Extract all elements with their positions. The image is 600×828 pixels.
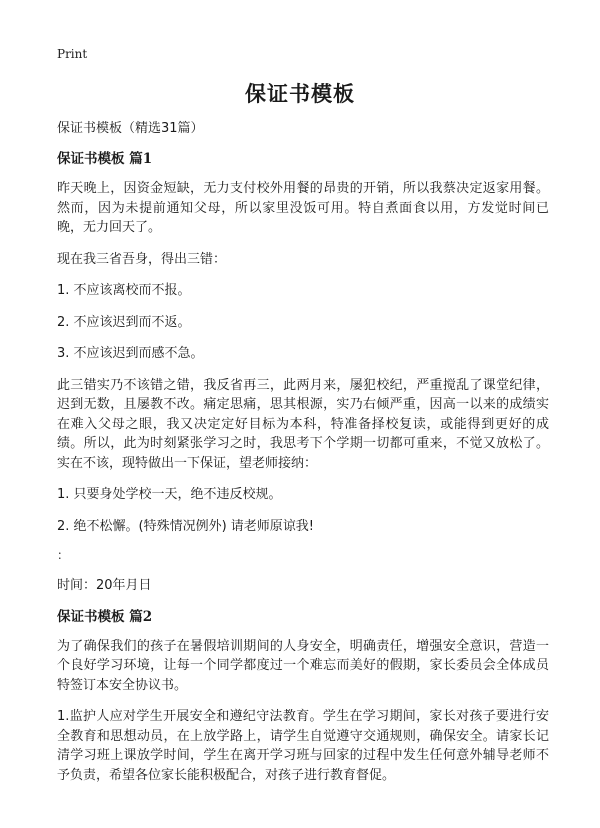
document-title: 保证书模板: [245, 82, 355, 106]
document-body: [57, 119, 549, 797]
section-heading-number: 1: [142, 151, 153, 167]
list-item: 1. 只要身处学校一天，绝不违反校规。: [57, 487, 282, 502]
section-heading-number: 2: [142, 608, 153, 625]
list-item: 1. 不应该离校而不报。: [57, 283, 191, 298]
paragraph: 昨天晚上，因资金短缺，无力支付校外用餐的昂贵的开销，所以我蔡决定返家用餐。然而，因为未提前通知父母，所以家里没饭可用。特自煮面食以用，方发觉时间已晚，无力回天了。: [57, 181, 549, 235]
paragraph: 现在我三省吾身，得出三错：: [57, 251, 227, 267]
time-line: 时间：20年月日: [57, 578, 152, 593]
print-label: Print: [57, 47, 88, 61]
list-item: 2. 绝不松懈。(特殊情况例外) 请老师原谅我!: [57, 518, 315, 534]
paragraph: 为了确保我们的孩子在暑假培训期间的人身安全，明确责任，增强安全意识，营造一个良好学习环境，让每一个同学都度过一个难忘而美好的假期，家长委员会全体成员特签订本安全协议书。: [57, 638, 549, 693]
list-item: 2. 不应该迟到而不返。: [57, 314, 191, 330]
section-heading-1: [57, 150, 549, 169]
stray-mark: ：: [57, 548, 70, 562]
document-subtitle: 保证书模板（精选31篇）: [57, 121, 204, 136]
section-heading-text: 保证书模板 篇: [57, 608, 143, 625]
list-item: 3. 不应该迟到而感不急。: [57, 346, 204, 361]
section-heading-text: 保证书模板 篇: [57, 151, 143, 167]
section-heading-2: [57, 608, 549, 627]
paragraph: 1.监护人应对学生开展安全和遵纪守法教育。学生在学习期间，家长对孩子要进行安全教育和思想动员，在上放学路上，请学生自觉遵守交通规则，确保安全。请家长记清学习班上课放学时间，学生在离开学习班与回家的过程中发生任何意外辅导老师不予负责，希望各位家长能积极配合，对孩子进行教育督促。: [57, 709, 549, 783]
paragraph: 此三错实乃不该错之错，我反省再三，此两月来，屡犯校纪，严重搅乱了课堂纪律，迟到无数，且屡教不改。痛定思痛，思其根源，实乃右倾严重，因高一以来的成绩实在难入父母之眼，我又决定定好目标为本科，特准备择校复读，或能得到更好的成绩。所以，此为时刻紧张学习之时，我思考下个学期一切都可重来，不觉又放松了。实在不该，现特做出一下保证，望老师接纳：: [57, 377, 549, 471]
